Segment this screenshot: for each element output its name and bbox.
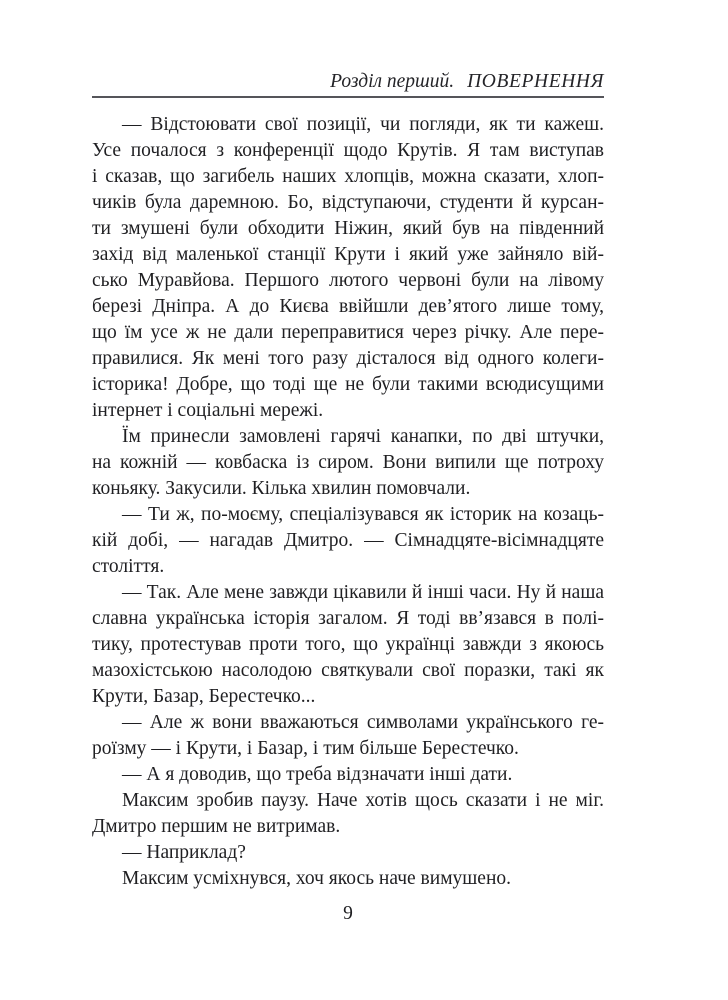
text-line: — Наприклад? xyxy=(122,842,246,863)
text-line: століття. xyxy=(92,556,165,577)
text-line: Максим усміхнувся, хоч якось наче вимушено. xyxy=(122,868,512,889)
text-line: на кожній — ковбаска із сиром. Вони випили ще потроху xyxy=(92,452,604,473)
text-line: ти змушені були обходити Ніжин, який був на південний xyxy=(92,218,604,239)
text-line: — А я доводив, що треба відзначати інші дати. xyxy=(122,764,513,785)
text-line: історика! Добре, що тоді ще не були такими всюдисущими xyxy=(92,374,604,395)
text-line: Їм принесли замовлені гарячі канапки, по дві штучки, xyxy=(122,426,604,447)
text-line: правилися. Як мені того разу дісталося від одного колеги- xyxy=(92,348,604,369)
chapter-title: ПОВЕРНЕННЯ xyxy=(467,71,604,92)
text-line: — Але ж вони вважаються символами українського ге- xyxy=(122,712,604,733)
text-line: коньяку. Закусили. Кілька хвилин помовчали. xyxy=(92,478,471,499)
text-line: славна українська історія загалом. Я тоді вв’язався в полі- xyxy=(92,608,604,629)
text-line: сько Муравйова. Першого лютого червоні були на лівому xyxy=(92,270,604,291)
text-line: що їм усе ж не дали переправитися через річку. Але пере- xyxy=(92,322,604,343)
body-text xyxy=(92,112,604,892)
text-line: — Ти ж, по-моєму, спеціалізувався як історик на козаць- xyxy=(122,504,604,525)
text-line: Усе почалося з конференції щодо Крутів. Я там виступав xyxy=(92,140,604,161)
text-line: роїзму — і Крути, і Базар, і тим більше Берестечко. xyxy=(92,738,519,759)
text-line: інтернет і соціальні мережі. xyxy=(92,400,324,421)
text-line: чиків була даремною. Бо, відступаючи, студенти й курсан- xyxy=(92,192,604,213)
text-line: захід від маленької станції Крути і який уже зайняло вій- xyxy=(92,244,604,265)
text-line: Крути, Базар, Берестечко... xyxy=(92,686,316,707)
chapter-label: Розділ перший. xyxy=(330,71,455,92)
text-line: — Так. Але мене завжди цікавили й інші часи. Ну й наша xyxy=(122,582,604,603)
running-header xyxy=(92,70,604,94)
header-rule xyxy=(92,96,604,98)
text-line: кій добі, — нагадав Дмитро. — Сімнадцяте-вісімнадцяте xyxy=(92,530,604,551)
text-line: мазохістською насолодою святкували свої поразки, такі як xyxy=(92,660,604,681)
page-number: 9 xyxy=(343,903,353,924)
text-line: Максим зробив паузу. Наче хотів щось сказати і не міг. xyxy=(122,790,604,811)
text-line: і сказав, що загибель наших хлопців, можна сказати, хлоп- xyxy=(92,166,604,187)
text-line: Дмитро першим не витримав. xyxy=(92,816,341,837)
text-line: березі Дніпра. А до Києва ввійшли дев’ятого лише тому, xyxy=(92,296,604,317)
text-line: — Відстоювати свої позиції, чи погляди, як ти кажеш. xyxy=(122,114,604,135)
text-line: тику, протестував проти того, що українці завжди з якоюсь xyxy=(92,634,604,655)
